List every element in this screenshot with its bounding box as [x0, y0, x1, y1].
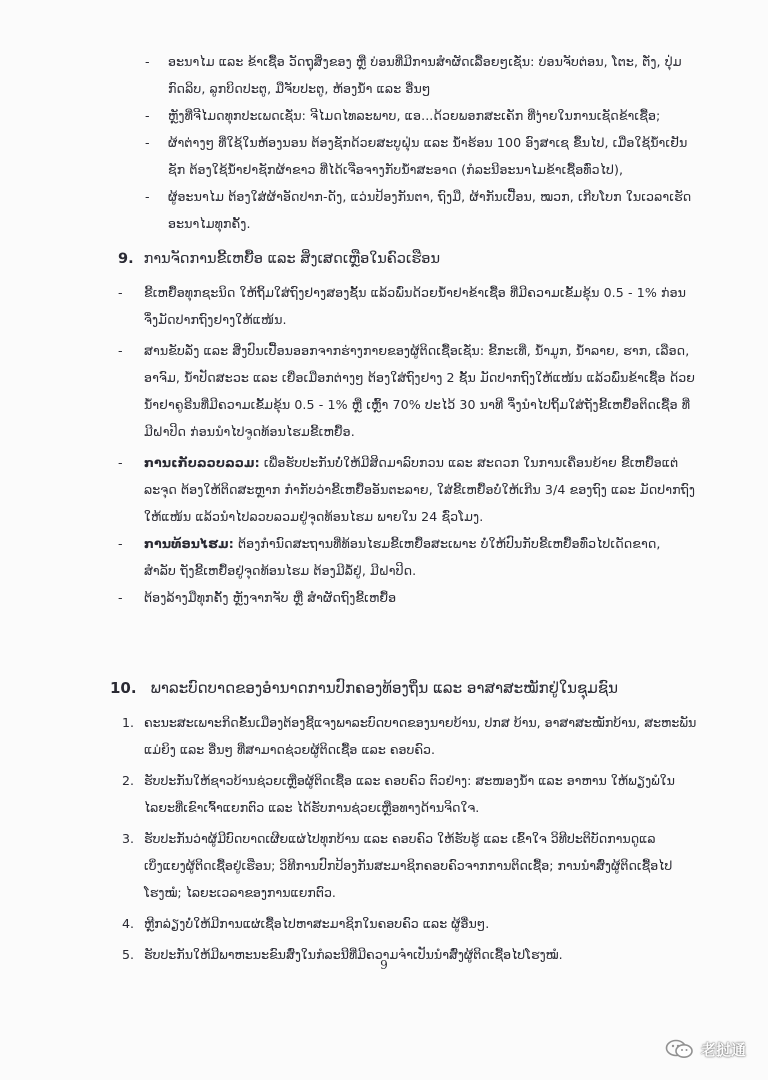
bullet-text: ອະນາໄມ ແລະ ຂ້າເຊື້ອ ວັດຖຸສິ່ງຂອງ ຫຼື ບ່ອນທີ່ມີການສຳຜັດເລື້ອຍໆເຊັ່ນ: ບ່ອນຈັບຕ່ອນ, ໂຕະ, ຕັ່ງ, ປຸ່ມ	[168, 54, 682, 69]
section-number: 9.	[118, 251, 134, 267]
bullet-text: ນ້ຳຢາຄູຣີນທີ່ມີຄວາມເຂັ້ມຂຸ້ນ 0.5 - 1% ຫຼື ເຫຼົ້າ 70% ປະໄວ້ 30 ນາທີ ຈຶ່ງນຳໄປຖິ້ມໃສ່ຖັງຂີ້ເຫຍື້ອຕິດເຊື້ອ ທີ່	[144, 397, 691, 412]
section-title: ການຈັດການຂີ້ເຫຍື້ອ ແລະ ສິ່ງເສດເຫຼືອໃນຄົວເຮືອນ	[143, 251, 441, 267]
bullet-item	[118, 129, 698, 183]
bullet-text: ລະຈຸດ ຕ້ອງໃຫ້ຕິດສະຫຼາກ ກຳກັບວ່າຂີ້ເຫຍື້ອອັນຕະລາຍ, ໃສ່ຂີ້ເຫຍື້ອບໍ່ໃຫ້ເກີນ 3/4 ຂອງຖົງ ແລະ ມັດປາກຖົງ	[144, 482, 696, 497]
bullet-dash: -	[145, 54, 150, 69]
wechat-logo-icon	[665, 1038, 695, 1060]
bullet-item	[118, 48, 698, 102]
bullet-item	[118, 584, 698, 611]
bullet-dash: -	[118, 590, 123, 605]
list-item	[110, 910, 710, 937]
bullet-text: ຜູ້ອະນາໄມ ຕ້ອງໃສ່ຜ້າອັດປາກ-ດັງ, ແວ່ນປ້ອງກັນຕາ, ຖົງມື, ຜ້າກັນເປື້ອນ, ໝວກ, ເກີບໂບກ ໃນເວລາເຮັດ	[168, 189, 692, 204]
list-text: ຮັບປະກັນໃຫ້ຊາວບ້ານຊ່ວຍເຫຼືອຜູ້ຕິດເຊື້ອ ແລະ ຄອບຄົວ ຕົວຢ່າງ: ສະໜອງນ້ຳ ແລະ ອາຫານ ໃຫ້ພຽງພໍໃນ	[144, 773, 675, 788]
section-number: 10.	[110, 679, 137, 697]
list-number: 4.	[122, 916, 135, 931]
section-9-heading	[118, 245, 698, 273]
bullet-text: ອາຈົມ, ນ້ຳປັດສະວະ ແລະ ເຍື່ອເມືອກຕ່າງໆ ຕ້ອງໃສ່ຖົງຢາງ 2 ຊັ້ນ ມັດປາກຖົງໃຫ້ແໜ້ນ ແລ້ວພົ່ນຂ້າເຊື້ອ ດ້ວຍ	[144, 370, 696, 385]
bold-label: ການທ້ອນໄຮມ:	[144, 536, 234, 551]
section-10-heading	[110, 673, 710, 703]
list-number: 1.	[122, 715, 135, 730]
bullet-dash: -	[145, 135, 150, 150]
bullet-item	[118, 102, 698, 129]
list-text: ຮັບປະກັນໃຫ້ມີພາຫະນະຂົນສົ່ງໃນກໍລະນີທີ່ມີຄວາມຈຳເປັນນຳສົ່ງຜູ້ຕິດເຊື້ອໄປໂຮງໝໍ.	[144, 947, 563, 962]
bullet-dash: -	[118, 455, 123, 470]
bullet-dash: -	[145, 189, 150, 204]
list-text: ໄລຍະທີ່ເຂົາເຈົ້າແຍກຕົວ ແລະ ໄດ້ຮັບການຊ່ວຍເຫຼືອທາງດ້ານຈິດໃຈ.	[144, 800, 480, 815]
bold-label: ການເກັບລວບລວມ:	[144, 455, 260, 470]
bullet-dash: -	[118, 343, 123, 358]
list-number: 3.	[122, 831, 135, 846]
bullet-text: ຕ້ອງລ້າງມືທຸກຄັ້ງ ຫຼັງຈາກຈັບ ຫຼື ສຳຜັດຖົງຂີ້ເຫຍື້ອ	[144, 590, 397, 605]
bullet-text: ຊັກ ຕ້ອງໃຊ້ນ້ຳຢາຊັກຜ້າຂາວ ທີ່ໄດ້ເຈືອຈາງກັບນ້ຳສະອາດ (ກໍລະນີອະນາໄມຂ້າເຊື້ອທົ່ວໄປ),	[168, 162, 624, 177]
bullet-dash: -	[118, 536, 123, 551]
bullet-text: ສານຂັບລັ່ງ ແລະ ສິ່ງປົນເປື້ອນອອກຈາກຮ່າງກາຍຂອງຜູ້ຕິດເຊື້ອເຊັ່ນ: ຂີ້ກະເທີ່, ນ້ຳມູກ, ນ້ຳລາຍ, ຮາກ, ເລືອດ,	[144, 343, 690, 358]
list-text: ແມ່ຍິງ ແລະ ອື່ນໆ ທີ່ສາມາດຊ່ວຍຜູ້ຕິດເຊື້ອ ແລະ ຄອບຄົວ.	[144, 742, 435, 757]
bullet-text: ຕ້ອງກຳນົດສະຖານທີ່ທ້ອນໄຮມຂີ້ເຫຍື້ອສະເພາະ ບໍ່ໃຫ້ປົນກັບຂີ້ເຫຍື້ອທົ່ວໄປເດັດຂາດ,	[233, 536, 661, 551]
bullet-item	[118, 449, 698, 530]
bullet-text: ກົດລິບ, ລູກບິດປະຕູ, ມືຈັບປະຕູ, ຫ້ອງນ້ຳ ແລະ ອື່ນໆ	[168, 81, 431, 96]
bullet-text: ຈຶ່ງມັດປາກຖົງຢາງໃຫ້ແໜ້ນ.	[144, 312, 287, 327]
bullet-item	[118, 337, 698, 445]
list-text: ຄະນະສະເພາະກິດຂັ້ນເມືອງຕ້ອງຊີ້ແຈງພາລະບົດບາດຂອງນາຍບ້ານ, ປກສ ບ້ານ, ອາສາສະໝັກບ້ານ, ສະຫະພັນ	[144, 715, 697, 730]
bullet-text: ຜ້າຕ່າງໆ ທີ່ໃຊ້ໃນຫ້ອງນອນ ຕ້ອງຊັກດ້ວຍສະບູຝຸ່ນ ແລະ ນ້ຳຮ້ອນ 100 ອົງສາເຊ ຂຶ້ນໄປ, ເມື່ອໃຊ້ນ້ຳເຢັນ	[168, 135, 688, 150]
bullet-text: ຫຼັງທີ່ຈີໄມດທຸກປະເພດເຊັ່ນ: ຈີໄມດໄທລະພາບ, ແອ...ດ້ວຍພອກສະເຄັກ ທີ່ງ່າຍໃນການເຊັດຂ້າເຊື້ອ;	[168, 108, 661, 123]
bullet-text: ອະນາໄມທຸກຄັ້ງ.	[168, 216, 251, 231]
page-number: 9	[380, 958, 388, 972]
section-title: ພາລະບົດບາດຂອງອຳນາດການປົກຄອງທ້ອງຖິ່ນ ແລະ ອາສາສະໝັກຢູ່ໃນຊຸມຊົນ	[150, 679, 618, 697]
list-item	[110, 825, 710, 906]
bullet-text: ເພື່ອຮັບປະກັນບໍ່ໃຫ້ມີສິດມາລົບກວນ ແລະ ສະດວກ ໃນການເຄື່ອນຍ້າຍ ຂີ້ເຫຍື້ອແຕ່	[259, 455, 679, 470]
bullet-text: ໃຫ້ແໜ້ນ ແລ້ວນຳໄປລວບລວມຢູ່ຈຸດທ້ອນໄຮມ ພາຍໃນ 24 ຊົ່ວໂມງ.	[144, 509, 484, 524]
list-text: ຮັບປະກັນວ່າຜູ້ມີບົດບາດເຜີຍແຜ່ໄປທຸກບ້ານ ແລະ ຄອບຄົວ ໃຫ້ຮັບຮູ້ ແລະ ເຂົ້າໃຈ ວິທີປະຕິບັດການດູແລ	[144, 831, 656, 846]
bullet-dash: -	[145, 108, 150, 123]
watermark-text: 老挝通	[700, 1040, 746, 1059]
bullet-item	[118, 183, 698, 237]
list-text: ໂຮງໝໍ; ໄລຍະເວລາຂອງການແຍກຕົວ.	[144, 885, 336, 900]
list-text: ຫຼີກລ່ຽງບໍ່ໃຫ້ມີການແຜ່ເຊື້ອໄປຫາສະມາຊິກໃນຄອບຄົວ ແລະ ຜູ້ອື່ນໆ.	[144, 916, 490, 931]
bullet-item	[118, 530, 698, 584]
list-text: ເບິ່ງແຍງຜູ້ຕິດເຊື້ອຢູ່ເຮືອນ; ວິທີການປົກປ້ອງກັນສະມາຊິກຄອບຄົວຈາກການຕິດເຊື້ອ; ການນຳສົ່ງຜູ້ຕິດເຊື້ອໄປ	[144, 858, 673, 873]
list-number: 5.	[122, 947, 135, 962]
bullet-text: ສຳລັບ ຖັງຂີ້ເຫຍື້ອຢູ່ຈຸດທ້ອນໄຮມ ຕ້ອງມີລໍ້ຢູ່, ມີຝາປິດ.	[144, 563, 417, 578]
bullet-text: ມີຝາປິດ ກ່ອນນຳໄປຈູດທ້ອນໄຮມຂີ້ເຫຍື້ອ.	[144, 424, 355, 439]
watermark	[665, 1038, 746, 1060]
list-number: 2.	[122, 773, 135, 788]
bullet-item	[118, 279, 698, 333]
bullet-dash: -	[118, 285, 123, 300]
section-9-block	[118, 48, 698, 611]
section-10-block	[110, 673, 710, 972]
bullet-text: ຂີ້ເຫຍື້ອທຸກຊະນິດ ໃຫ້ຖິ້ມໃສ່ຖົງຢາງສອງຊັ້ນ ແລ້ວພົ່ນດ້ວຍນ້ຳຢາຂ້າເຊື້ອ ທີ່ມີຄວາມເຂັ້ມຂຸ້ນ 0.5 - 1% ກ່ອນ	[144, 285, 687, 300]
list-item	[110, 767, 710, 821]
list-item	[110, 709, 710, 763]
